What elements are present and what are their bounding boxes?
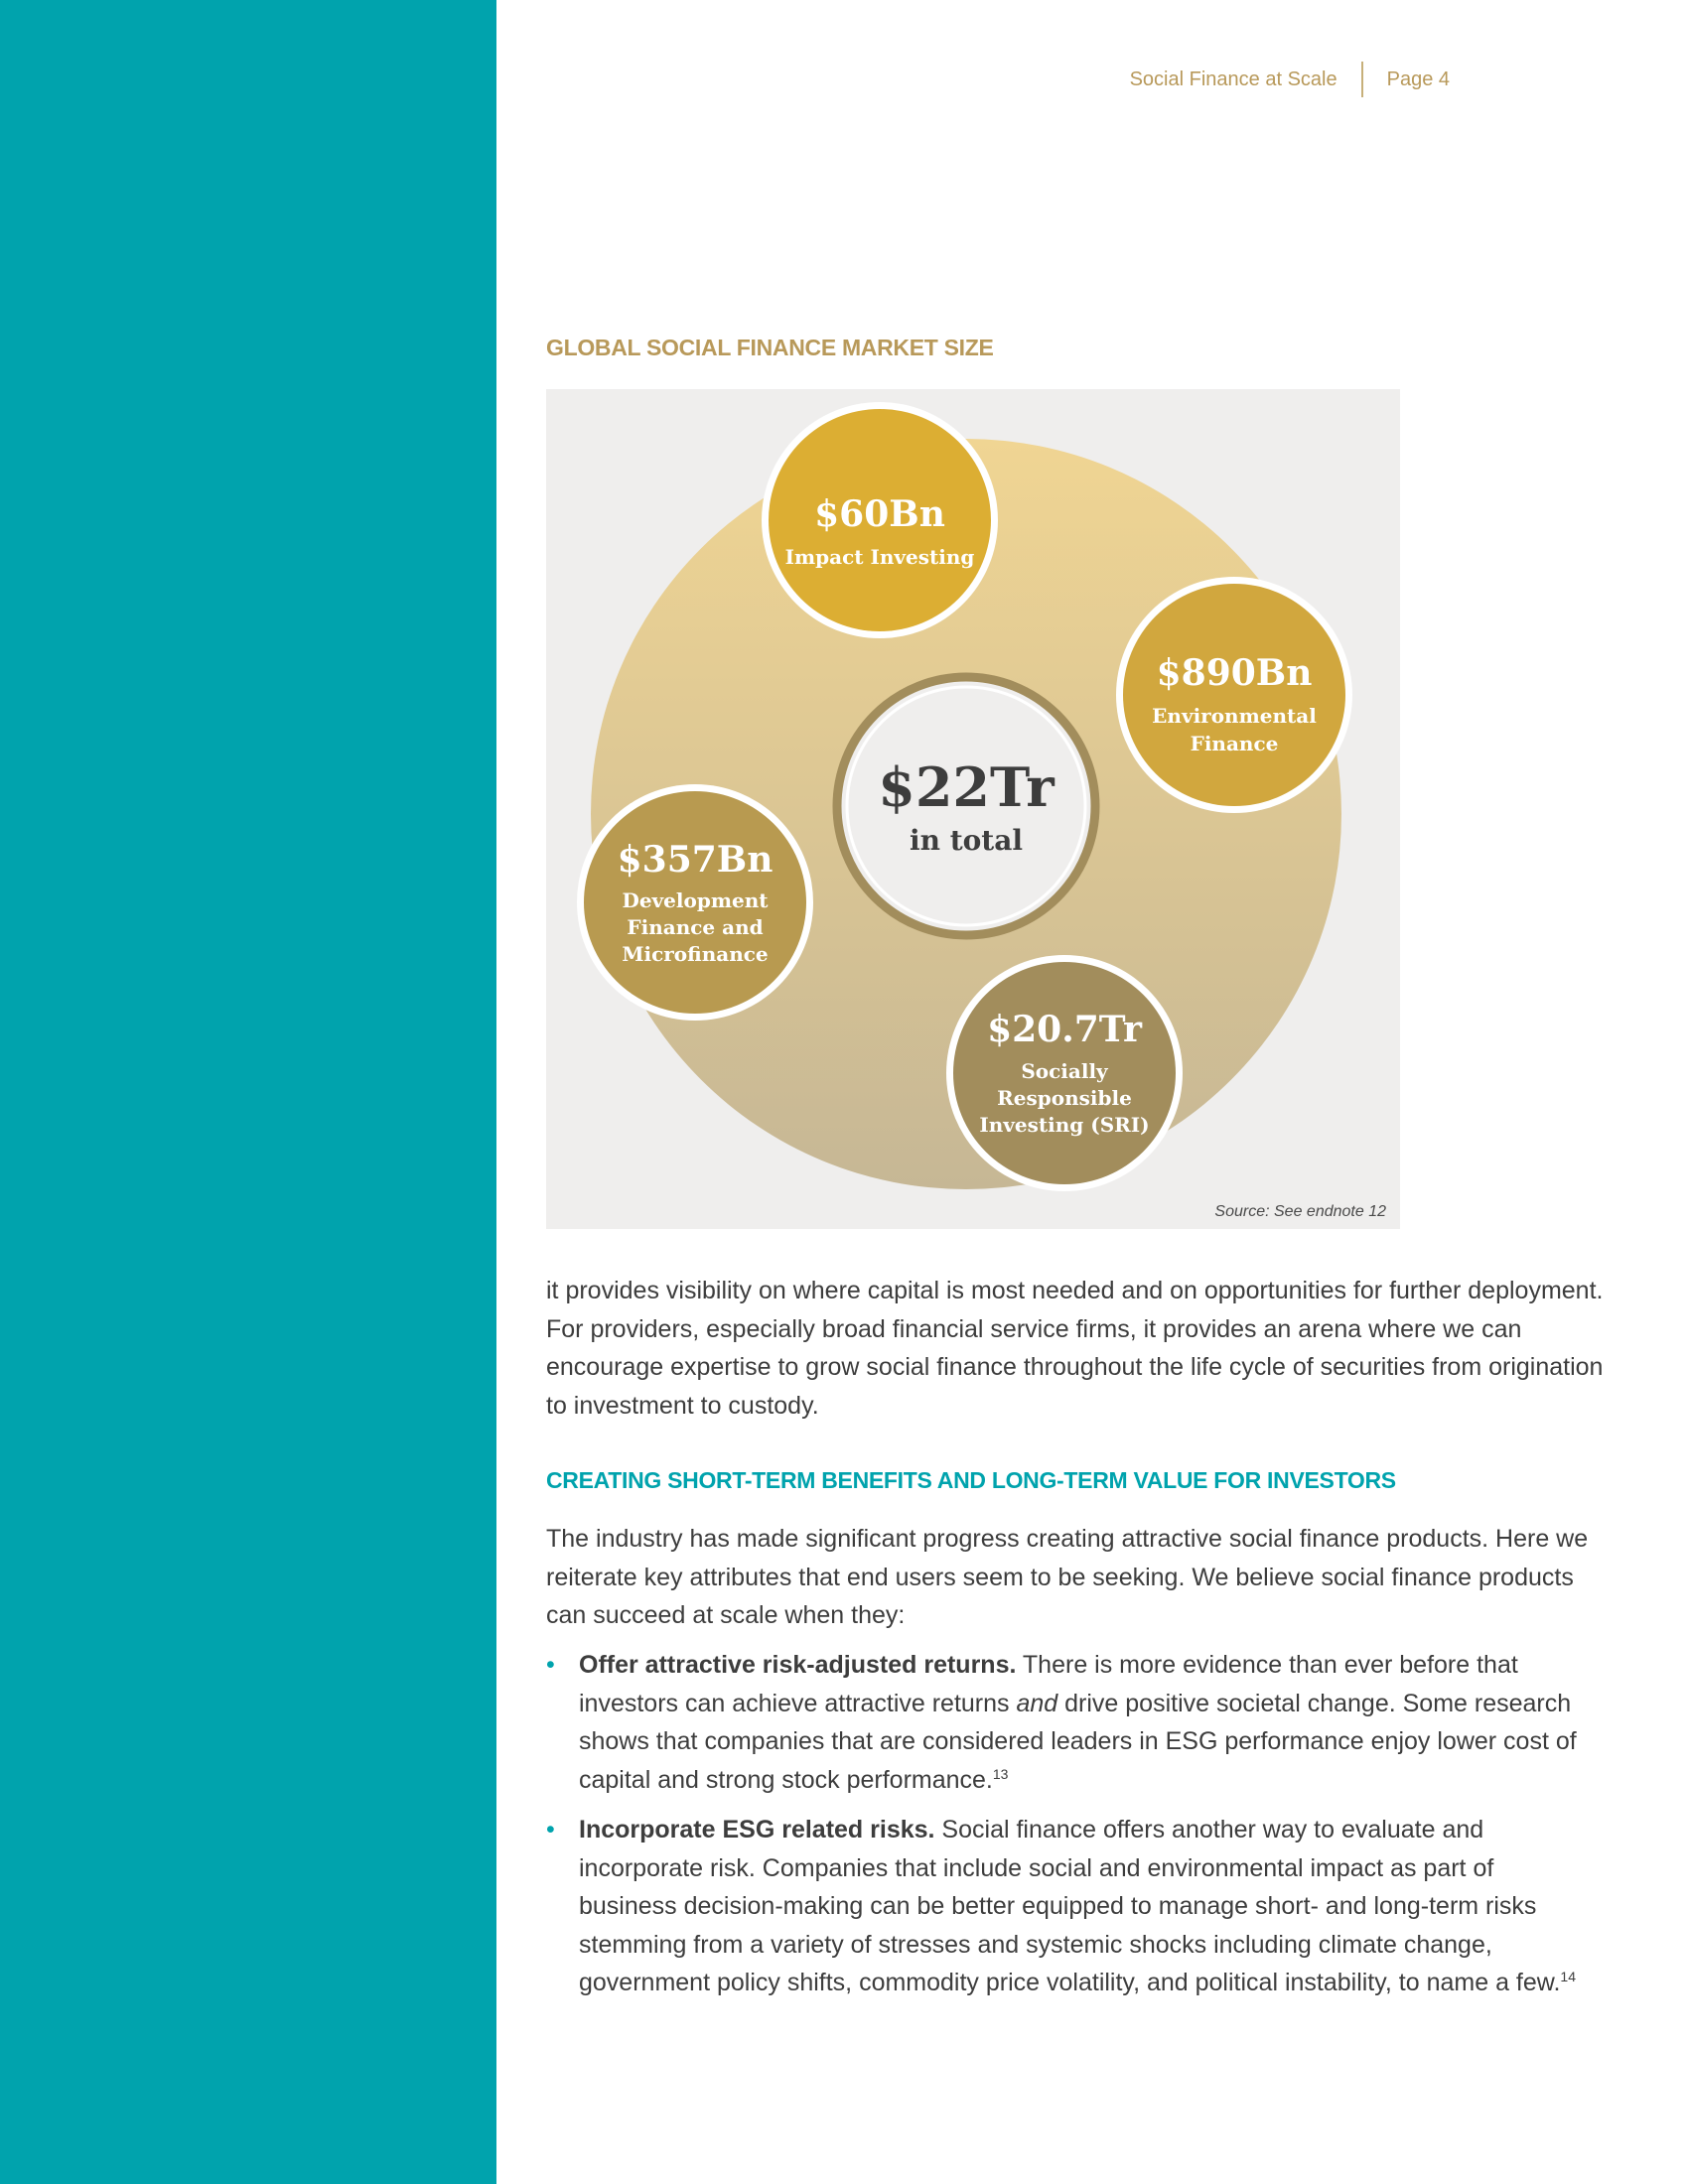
list-item <box>546 1811 1589 2002</box>
environmental-label-line2: Finance <box>1190 732 1279 755</box>
sri-label-line2: Responsible <box>997 1086 1132 1110</box>
environmental-value: $890Bn <box>1156 652 1313 694</box>
header-divider <box>1361 62 1363 97</box>
bullet-dot-icon: • <box>546 1816 555 1843</box>
figure-title: GLOBAL SOCIAL FINANCE MARKET SIZE <box>546 335 994 360</box>
segment-environmental-finance <box>1116 577 1352 813</box>
bullet-emphasis: and <box>1016 1689 1058 1717</box>
footnote-ref[interactable]: 14 <box>1560 1969 1576 1984</box>
environmental-bubble <box>1123 584 1345 806</box>
segment-impact-investing <box>762 402 998 638</box>
sri-value: $20.7Tr <box>987 1009 1142 1050</box>
segment-sri <box>946 955 1183 1191</box>
development-label-line1: Development <box>622 888 769 912</box>
infographic-graphic <box>546 389 1400 1229</box>
bullet-text: There is more evidence than ever before that investors can achieve attractive returns <box>579 1651 1518 1717</box>
segment-development-finance <box>577 784 813 1021</box>
bullet-text: Social finance offers another way to evaluate and incorporate risk. Companies that include social and environmental impact as part of business decision-making can be better equipped to manage short- and long-term risks stemming from a variety of stresses and systemic shocks including climate change, government policy shifts, commodity price volatility, and political instability, to name a few. <box>579 1816 1561 1996</box>
page-number: Page 4 <box>1386 68 1450 90</box>
center-total <box>837 677 1095 935</box>
bullet-text-cont: drive positive societal change. Some research shows that companies that are considered leaders in ESG performance enjoy lower cost of capital and strong stock performance. <box>579 1689 1577 1794</box>
body-paragraph-1: it provides visibility on where capital is most needed and on opportunities for further deployment. For providers, especially broad financial service firms, it provides an arena where we can encourage expertise to grow social finance throughout the life cycle of securities from origination to investment to custody. <box>546 1277 1604 1420</box>
development-label-line3: Microfinance <box>622 942 769 966</box>
development-value: $357Bn <box>617 839 774 881</box>
list-item <box>546 1646 1589 1799</box>
bullet-heading: Incorporate ESG related risks. <box>579 1816 935 1843</box>
impact-value: $60Bn <box>814 493 945 535</box>
center-label: in total <box>909 824 1024 857</box>
body-paragraph-2: The industry has made significant progress creating attractive social finance products. Here we reiterate key attributes that end users seem to be seeking. We believe social finance products can succeed at scale when they: <box>546 1525 1589 1629</box>
bullet-heading: Offer attractive risk-adjusted returns. <box>579 1651 1017 1679</box>
teal-sidebar <box>0 0 496 2184</box>
footnote-ref[interactable]: 13 <box>992 1765 1009 1782</box>
center-value: $22Tr <box>878 755 1055 819</box>
attributes-list <box>546 1646 1589 2014</box>
sri-label-line1: Socially <box>1021 1059 1108 1083</box>
bullet-dot-icon: • <box>546 1651 555 1679</box>
development-label-line2: Finance and <box>627 915 764 939</box>
document-title: Social Finance at Scale <box>1129 68 1337 90</box>
section-heading-investors: CREATING SHORT-TERM BENEFITS AND LONG-TERM VALUE FOR INVESTORS <box>546 1467 1396 1493</box>
market-size-infographic <box>546 389 1400 1229</box>
page-header <box>1130 62 1450 97</box>
figure-source: Source: See endnote 12 <box>1214 1203 1386 1220</box>
environmental-label-line1: Environmental <box>1152 704 1317 728</box>
sri-label-line3: Investing (SRI) <box>979 1113 1150 1137</box>
impact-label: Impact Investing <box>784 545 975 569</box>
